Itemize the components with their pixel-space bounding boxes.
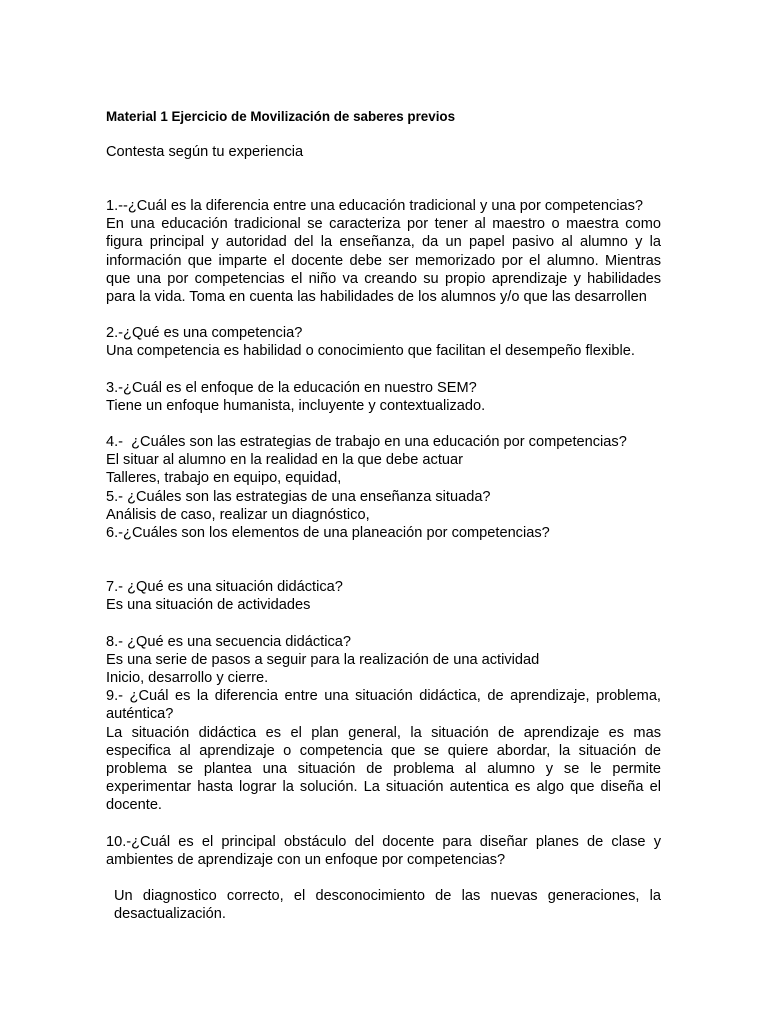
- answer-9: La situación didáctica es el plan general, la situación de aprendizaje es mas especifica al aprendizaje o competencia que se quiere abordar, la situación de problema se plantea una situación de problema al alumno y se le permite experimentar hasta lograr la solución. La situación autentica es algo que diseña el docente.: [106, 724, 661, 814]
- document-title: Material 1 Ejercicio de Movilización de saberes previos: [106, 109, 456, 124]
- answer-8-line-2: Inicio, desarrollo y cierre.: [106, 670, 269, 687]
- question-6: 6.-¿Cuáles son los elementos de una planeación por competencias?: [106, 525, 550, 542]
- answer-2: Una competencia es habilidad o conocimiento que facilitan el desempeño flexible.: [106, 343, 635, 360]
- question-9: 9.- ¿Cuál es la diferencia entre una situación didáctica, de aprendizaje, problema, auténtica?: [106, 688, 661, 723]
- answer-7: Es una situación de actividades: [106, 597, 311, 614]
- answer-1: En una educación tradicional se caracteriza por tener al maestro o maestra como figura principal y autoridad del la enseñanza, da un papel pasivo al alumno y la información que imparte el docente debe ser memorizado por el alumno. Mientras que una por competencias el niño va creando su propio aprendizaje y habilidades para la vida. Toma en cuenta las habilidades de los alumnos y/o que las desarrollen: [106, 216, 661, 306]
- document-subtitle: Contesta según tu experiencia: [106, 144, 304, 160]
- question-1: 1.--¿Cuál es la diferencia entre una educación tradicional y una por competencias?: [106, 198, 644, 214]
- answer-8-line-1: Es una serie de pasos a seguir para la realización de una actividad: [106, 651, 540, 668]
- answer-5: Análisis de caso, realizar un diagnóstico,: [106, 506, 370, 523]
- document-body: [106, 197, 661, 924]
- question-7: 7.- ¿Qué es una situación didáctica?: [106, 579, 343, 596]
- question-4: 4.- ¿Cuáles son las estrategias de trabajo en una educación por competencias?: [106, 434, 627, 451]
- answer-10: Un diagnostico correcto, el desconocimiento de las nuevas generaciones, la desactualización.: [114, 888, 661, 923]
- answer-4-line-2: Talleres, trabajo en equipo, equidad,: [106, 470, 342, 487]
- question-2: 2.-¿Qué es una competencia?: [106, 325, 303, 342]
- answer-4-line-1: El situar al alumno en la realidad en la que debe actuar: [106, 452, 463, 469]
- question-10: 10.-¿Cuál es el principal obstáculo del docente para diseñar planes de clase y ambientes de aprendizaje con un enfoque por competencias?: [106, 833, 661, 868]
- answer-3: Tiene un enfoque humanista, incluyente y contextualizado.: [106, 397, 486, 414]
- question-8: 8.- ¿Qué es una secuencia didáctica?: [106, 633, 351, 650]
- question-3: 3.-¿Cuál es el enfoque de la educación en nuestro SEM?: [106, 379, 477, 396]
- question-5: 5.- ¿Cuáles son las estrategias de una enseñanza situada?: [106, 488, 491, 505]
